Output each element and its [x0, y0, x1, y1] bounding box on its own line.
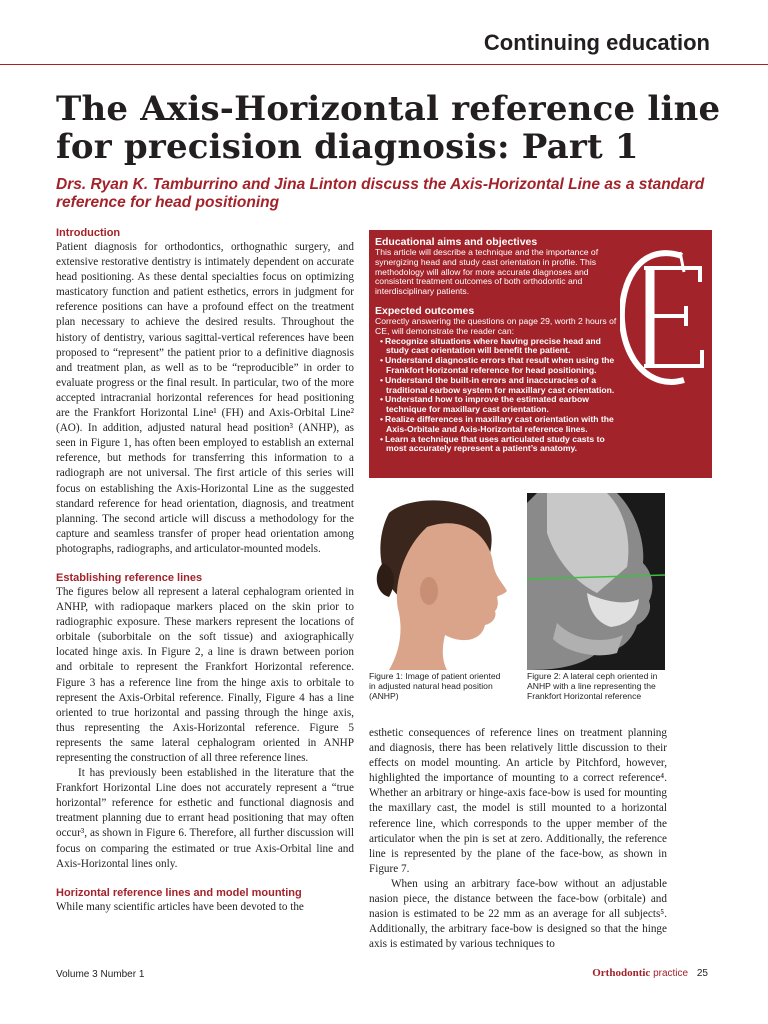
figure-1-photo: [369, 493, 511, 670]
header-rule: [0, 64, 768, 65]
outcomes-heading: Expected outcomes: [375, 304, 475, 317]
outcome-item: • Recognize situations where having precise head and study cast orientation will benefit the patient.: [375, 337, 625, 357]
cephalogram-icon: [527, 493, 665, 670]
footer-brand-bold: Orthodontic: [592, 967, 651, 979]
establishing-paragraph-2: It has previously been established in the literature that the Frankfort Horizontal Line does not accurately represent a “true horizontal” reference for esthetic and functional diagnosis and treatment planning due to errant head positioning that may often occur³, as shown in Figure 6. Therefore, all further discussion will focus on comparing the estimated or true Axis-Orbital line and Axis-Horizontal lines only.: [56, 767, 354, 870]
right-paragraph-1: esthetic consequences of reference lines on treatment planning and diagnosis, there has been relatively little discussion to their effects on model mounting. An article by Pitchford, however, highlighted the importance of mounting to a correct reference⁴. Whether an arbitrary or hinge-axis face-bow is used for mounting the maxillary cast, the model is still mounted to a horizontal reference line, which corresponds to the upper member of the articulator when the pin is set at zero. Additionally, the reference line is represented by the plane of the face-bow, as shown in Figure 7.: [369, 727, 667, 875]
outcomes-list: [375, 337, 625, 455]
outcome-item: • Understand how to improve the estimated earbow technique for maxillary cast orientation.: [375, 395, 625, 415]
footer-volume: Volume 3 Number 1: [56, 969, 145, 980]
right-paragraph-2: When using an arbitrary face-bow without an adjustable nasion piece, the distance between the face-bow (orbitale) and nasion is estimated to be 22 mm as an average for all subjects⁵. Additionally, the arbitrary face-bow is designed so that the hinge axis is estimated by various techniques to: [369, 877, 667, 951]
outcome-item: • Understand the built-in errors and inaccuracies of a traditional earbow system for maxillary cast orientation.: [375, 376, 625, 396]
ce-box-content: [375, 236, 625, 454]
introduction-paragraph: Patient diagnosis for orthodontics, orthognathic surgery, and extensive restorative dentistry is intimately dependent on accurate head positioning. As these dental specialties focus on optimizing masticatory function and patient esthetics, errors in judgment for reference positions can have a profound effect on the treatment plan necessary to achieve the desired results. Throughout the history of dentistry, various sagittal-vertical references have been proposed to “represent” the patient prior to a definitive diagnosis and treatment plan, as well as to be “reproducible” in order to evaluate progress or the final result. In particular, two of the more accepted intracranial horizontal references for head positioning are the Frankfort Horizontal Line¹ (FH) and Axis-Orbital Line² (AO). In addition, adjusted natural head position³ (ANHP), as seen in Figure 1, has often been employed to establish an external reference, but methods for transferring this information to a radiograph are not universal. The first article of this series will focus on establishing the Axis-Horizontal Line as the suggested standard reference for head orientation, diagnosis, and treatment planning. The second article will discuss a methodology for the capture and seamless transfer of proper head orientation among photographs, radiographs, and articulator-mounted models.: [56, 241, 354, 555]
outcome-item: • Learn a technique that uses articulated study casts to most accurately represent a patient’s anatomy.: [375, 435, 625, 455]
ce-box: [369, 230, 712, 478]
figure-2-caption: Figure 2: A lateral ceph oriented in ANHP with a line representing the Frankfort Horizontal reference: [527, 671, 658, 701]
article-title: The Axis-Horizontal reference line for precision diagnosis: Part 1: [56, 89, 721, 167]
patient-profile-icon: [369, 493, 511, 670]
introduction-heading: Introduction: [56, 227, 121, 239]
aims-heading: Educational aims and objectives: [375, 236, 538, 248]
outcome-item: • Realize differences in maxillary cast orientation with the Axis-Orbitale and Axis-Horizontal reference lines.: [375, 415, 625, 435]
section-label: Continuing education: [483, 30, 710, 55]
aims-text: This article will describe a technique and the importance of synergizing head and study cast orientation in profile. This methodology will allow for more accurate diagnoses and consistent treatment outcomes of both orthodontic and interdisciplinary patients.: [375, 247, 599, 297]
left-column: [56, 226, 354, 915]
establishing-paragraph: The figures below all represent a lateral cephalogram oriented in ANHP, with radiopaque markers placed on the skin prior to radiographic exposure. These markers represent the locations of orbitale (suborbitale on the soft tissue) and axiographically located hinge axis. In Figure 2, a line is drawn between porion and orbitale to represent the Frankfort Horizontal reference. Figure 3 has a reference line from the hinge axis to orbitale to represent the Axis-Orbital reference. Finally, Figure 4 has a line oriented to true horizontal and passing through the hinge axis, thus representing the Axis-Horizontal reference. Figure 5 represents the same lateral cephalogram oriented in ANHP representing the construction of all three reference lines.: [56, 585, 354, 764]
figure-2-ceph: [527, 493, 665, 670]
article-subtitle: Drs. Ryan K. Tamburrino and Jina Linton discuss the Axis-Horizontal Line as a standard reference for head positioning: [56, 176, 705, 211]
right-column: [369, 726, 667, 952]
ce-logo-icon: [620, 242, 704, 392]
figure-1-caption: Figure 1: Image of patient oriented in adjusted natural head position (ANHP): [369, 671, 501, 701]
footer-brand-light: practice: [653, 968, 689, 979]
establishing-heading: Establishing reference lines: [56, 571, 203, 584]
footer-brand: [592, 967, 708, 979]
mounting-heading: Horizontal reference lines and model mounting: [56, 886, 302, 899]
outcomes-intro: Correctly answering the questions on page 29, worth 2 hours of CE, will demonstrate the reader can:: [375, 315, 617, 336]
mounting-paragraph: While many scientific articles have been devoted to the: [56, 900, 304, 913]
outcome-item: • Understand diagnostic errors that result when using the Frankfort Horizontal reference for head positioning.: [375, 356, 625, 376]
page-number: 25: [696, 968, 708, 979]
